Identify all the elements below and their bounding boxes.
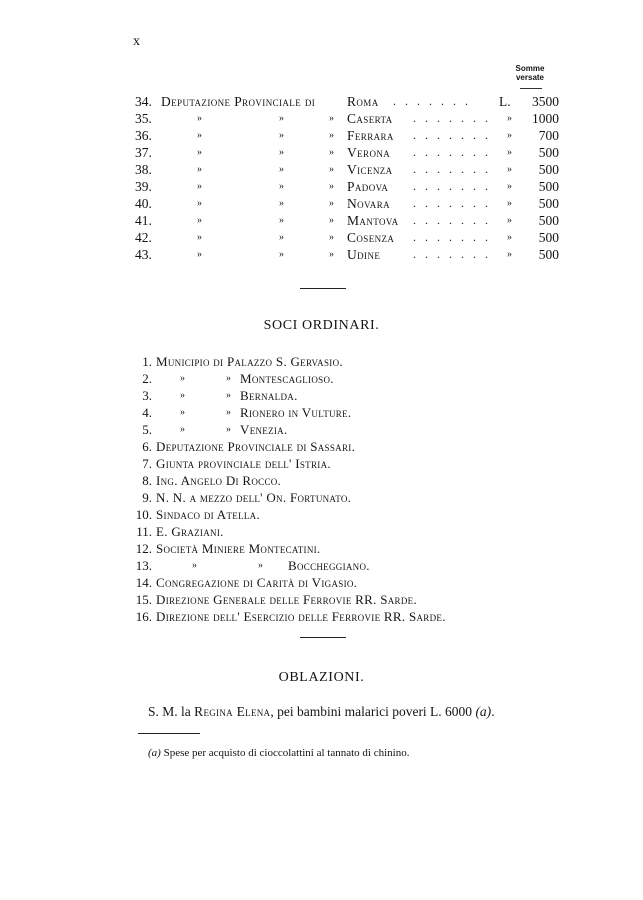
soci-name: E. Graziani. [156,524,224,539]
table-row [135,144,559,161]
column-header-line1: Somme [515,64,545,73]
oblazioni-donor: Regina Elena [194,704,271,719]
ditto-mark: » [507,147,512,158]
ditto-mark: » [197,164,202,175]
leader-dots: . . . . . . . [413,213,491,227]
soci-number: 4. [142,405,152,420]
table-row [135,161,559,178]
row-amount: 500 [538,230,559,245]
soci-number: 13. [135,558,152,573]
soci-number: 9. [142,490,152,505]
soci-number: 15. [135,592,152,607]
ditto-mark: » [507,249,512,260]
soci-number: 8. [142,473,152,488]
ditto-mark: » [329,130,334,141]
soci-name: Bernalda. [240,388,298,403]
ditto-mark: » [180,390,185,401]
soci-number: 2. [142,371,152,386]
table-row [135,229,559,246]
ditto-mark: » [279,113,284,124]
row-city: Novara [347,196,390,211]
row-city: Mantova [347,213,399,228]
ditto-mark: » [180,373,185,384]
row-city: Vicenza [347,162,393,177]
table-row [135,127,559,144]
row-number: 34. [135,94,152,109]
leader-dots: . . . . . . . [413,111,491,125]
leader-dots: . . . . . . . [413,196,491,210]
oblazioni-entry [148,704,495,720]
row-amount: 500 [538,145,559,160]
ditto-mark: » [279,249,284,260]
soci-name: Boccheggiano. [288,558,370,573]
ditto-mark: » [329,249,334,260]
row-city: Ferrara [347,128,394,143]
ditto-mark: » [180,424,185,435]
leader-dots: . . . . . . . [413,247,491,261]
row-amount: 700 [538,128,559,143]
ditto-mark: » [507,232,512,243]
row-amount: 500 [538,162,559,177]
row-amount: 500 [538,196,559,211]
ditto-mark: » [279,198,284,209]
ditto-mark: » [329,164,334,175]
footnote-ref: (a) [475,704,492,719]
leader-dots: . . . . . . . [413,230,491,244]
row-number: 41. [135,213,152,228]
soci-heading: SOCI ORDINARI. [263,318,380,333]
row-number: 40. [135,196,152,211]
ditto-mark: » [329,181,334,192]
ditto-mark: » [226,424,231,435]
column-header-line2: versate [515,73,545,82]
footnote-text: Spese per acquisto di cioccolattini al tannato di chinino. [163,747,410,759]
ditto-mark: » [279,130,284,141]
soci-name: Montescaglioso. [240,371,334,386]
table-row [135,178,559,195]
ditto-mark: » [329,198,334,209]
ditto-mark: » [279,147,284,158]
ditto-mark: » [180,407,185,418]
leader-dots: . . . . . . . [393,94,471,108]
soci-name: Municipio di Palazzo S. Gervasio. [156,354,343,369]
table-row [135,93,559,110]
oblazioni-heading: OBLAZIONI. [278,670,365,685]
footnote [148,747,409,759]
soci-number: 6. [142,439,152,454]
row-amount: 500 [538,247,559,262]
soci-name: Sindaco di Atella. [156,507,261,522]
soci-number: 11. [136,524,152,539]
ditto-mark: » [197,181,202,192]
soci-number: 3. [142,388,152,403]
row-number: 39. [135,179,152,194]
ditto-mark: » [279,232,284,243]
section-separator [300,637,346,638]
row-number: 35. [135,111,152,126]
leader-dots: . . . . . . . [413,128,491,142]
oblazioni-lead: S. M. la [148,704,191,719]
soci-number: 5. [142,422,152,437]
leader-dots: . . . . . . . [413,145,491,159]
ditto-mark: » [197,215,202,226]
ditto-mark: » [329,215,334,226]
footnote-rule [138,733,200,734]
oblazioni-text: , pei bambini malarici poveri L. 6000 [270,704,473,719]
ditto-mark: » [197,113,202,124]
table-row [135,110,559,127]
leader-dots: . . . . . . . [413,179,491,193]
ditto-mark: » [226,373,231,384]
row-institution: Deputazione Provinciale di [161,94,316,109]
soci-number: 10. [135,507,152,522]
row-city: Verona [347,145,391,160]
soci-number: 7. [142,456,152,471]
ditto-mark: » [226,407,231,418]
soci-name: Deputazione Provinciale di Sassari. [156,439,356,454]
ditto-mark: » [507,215,512,226]
row-number: 37. [135,145,152,160]
soci-name: Società Miniere Montecatini. [156,541,321,556]
ditto-mark: » [507,198,512,209]
ditto-mark: » [329,113,334,124]
soci-name: Rionero in Vulture. [240,405,352,420]
soci-name: Congregazione di Carità di Vigasio. [156,575,358,590]
ditto-mark: » [226,390,231,401]
row-amount: 1000 [532,111,559,126]
soci-name: Giunta provinciale dell' Istria. [156,456,331,471]
soci-name: Venezia. [240,422,288,437]
ditto-mark: » [279,181,284,192]
section-separator [300,288,346,289]
page-number: x [133,34,140,49]
table-row [135,246,559,263]
oblazioni-end: . [491,704,495,719]
row-number: 43. [135,247,152,262]
footnote-marker: (a) [148,747,161,759]
row-number: 42. [135,230,152,245]
row-amount: 500 [538,179,559,194]
row-number: 36. [135,128,152,143]
column-header-amounts [504,64,556,82]
ditto-mark: » [507,113,512,124]
table-row [135,212,559,229]
ditto-mark: » [192,560,197,571]
row-city: Padova [347,179,389,194]
soci-name: N. N. a mezzo dell' On. Fortunato. [156,490,352,505]
ditto-mark: » [197,198,202,209]
row-amount: 3500 [532,94,559,109]
row-city: Caserta [347,111,393,126]
ditto-mark: » [258,560,263,571]
row-city: Udine [347,247,381,262]
ditto-mark: » [329,232,334,243]
soci-name: Direzione Generale delle Ferrovie RR. Sarde. [156,592,417,607]
row-city: Roma [347,94,379,109]
leader-dots: . . . . . . . [413,162,491,176]
ditto-mark: » [279,164,284,175]
ditto-mark: » [197,232,202,243]
ditto-mark: » [507,164,512,175]
soci-name: Ing. Angelo Di Rocco. [156,473,282,488]
ditto-mark: » [507,130,512,141]
table-row [135,195,559,212]
ditto-mark: » [279,215,284,226]
ditto-mark: » [507,181,512,192]
ditto-mark: » [329,147,334,158]
ditto-mark: » [197,147,202,158]
soci-number: 12. [135,541,152,556]
soci-name: Direzione dell' Esercizio delle Ferrovie RR. Sarde. [156,609,446,624]
ditto-mark: » [197,249,202,260]
row-city: Cosenza [347,230,395,245]
soci-number: 16. [135,609,152,624]
soci-number: 1. [142,354,152,369]
row-number: 38. [135,162,152,177]
ditto-mark: » [197,130,202,141]
column-header-rule [520,88,542,89]
row-amount: 500 [538,213,559,228]
soci-number: 14. [135,575,152,590]
currency-label: L. [499,94,511,109]
